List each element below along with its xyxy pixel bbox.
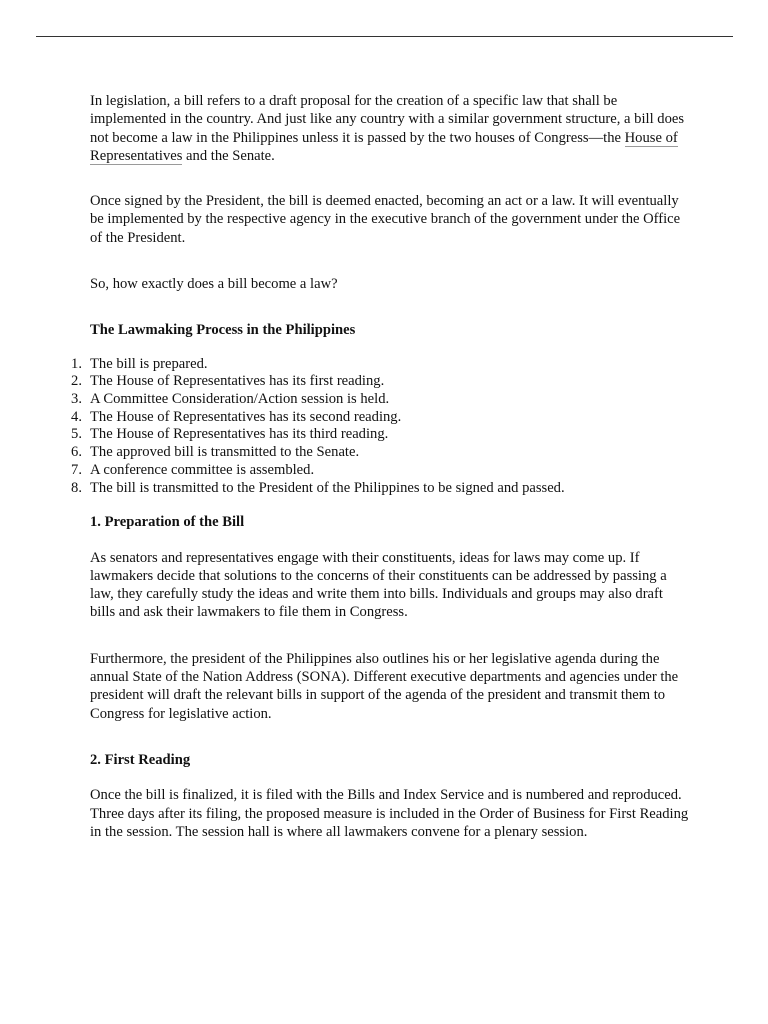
list-item [71,408,690,427]
document-body [71,92,690,841]
house-of-representatives-link[interactable]: House of Representatives [90,129,678,164]
enactment-paragraph: Once signed by the President, the bill is deemed enacted, becoming an act or a law. It will eventually be implemented by the respective agency in the executive branch of the government under the Office of the President. [90,193,681,246]
question-paragraph: So, how exactly does a bill become a law? [90,276,338,293]
list-item-text: The House of Representatives has its third reading. [90,426,389,443]
list-item-number: 5. [71,426,82,443]
list-item-number: 1. [71,355,82,372]
list-item-text: The House of Representatives has its second reading. [90,408,402,425]
list-item [71,426,690,444]
section-1-paragraph-2: Furthermore, the president of the Philippines also outlines his or her legislative agenda during the annual State of the Nation Address (SONA). Different executive departments and agencies under the president will draft the relevant bills in support of the agenda of the president and transmit them to Congress for legislative action. [90,650,679,722]
list-item-text: A conference committee is assembled. [90,461,315,478]
process-heading: The Lawmaking Process in the Philippines [90,322,356,339]
intro-text-end: and the Senate. [182,147,275,164]
list-item-number: 7. [71,461,82,478]
section-1-paragraph-1: As senators and representatives engage with their constituents, ideas for laws may come up. If lawmakers decide that solutions to the concerns of their constituents can be addressed by passing a law, they carefully study the ideas and write them into bills. Individuals and groups may also draft bills and ask their lawmakers to file them in Congress. [90,549,667,621]
section-2-heading: 2. First Reading [90,751,191,768]
header-rule [36,36,733,37]
list-item-number: 2. [71,373,82,390]
list-item-number: 6. [71,444,82,461]
section-2-paragraph-1: Once the bill is finalized, it is filed with the Bills and Index Service and is numbered and reproduced. Three days after its filing, the proposed measure is included in the Order of Business for First Reading in the session. The session hall is where all lawmakers convene for a plenary session. [90,787,689,840]
list-item-number: 4. [71,408,82,425]
list-item [71,479,690,498]
list-item-number: 8. [71,479,82,496]
list-item-text: The House of Representatives has its first reading. [90,373,385,390]
intro-paragraph [90,92,690,165]
list-item [71,391,690,409]
list-item-text: A Committee Consideration/Action session is held. [90,391,390,408]
section-1-heading: 1. Preparation of the Bill [90,514,245,531]
list-item-text: The bill is prepared. [90,355,208,372]
list-item [71,444,690,462]
list-item [71,461,690,480]
list-item [71,355,690,374]
process-steps-list [71,355,690,498]
list-item-text: The approved bill is transmitted to the Senate. [90,444,360,461]
intro-text-start: In legislation, a bill refers to a draft proposal for the creation of a specific law that shall be implemented in the country. And just like any country with a similar government structure, a bill does not become a law in the Philippines unless it is passed by the two houses of Congress—the [90,93,685,146]
list-item-text: The bill is transmitted to the President of the Philippines to be signed and passed. [90,479,565,496]
list-item-number: 3. [71,391,82,408]
list-item [71,373,690,391]
